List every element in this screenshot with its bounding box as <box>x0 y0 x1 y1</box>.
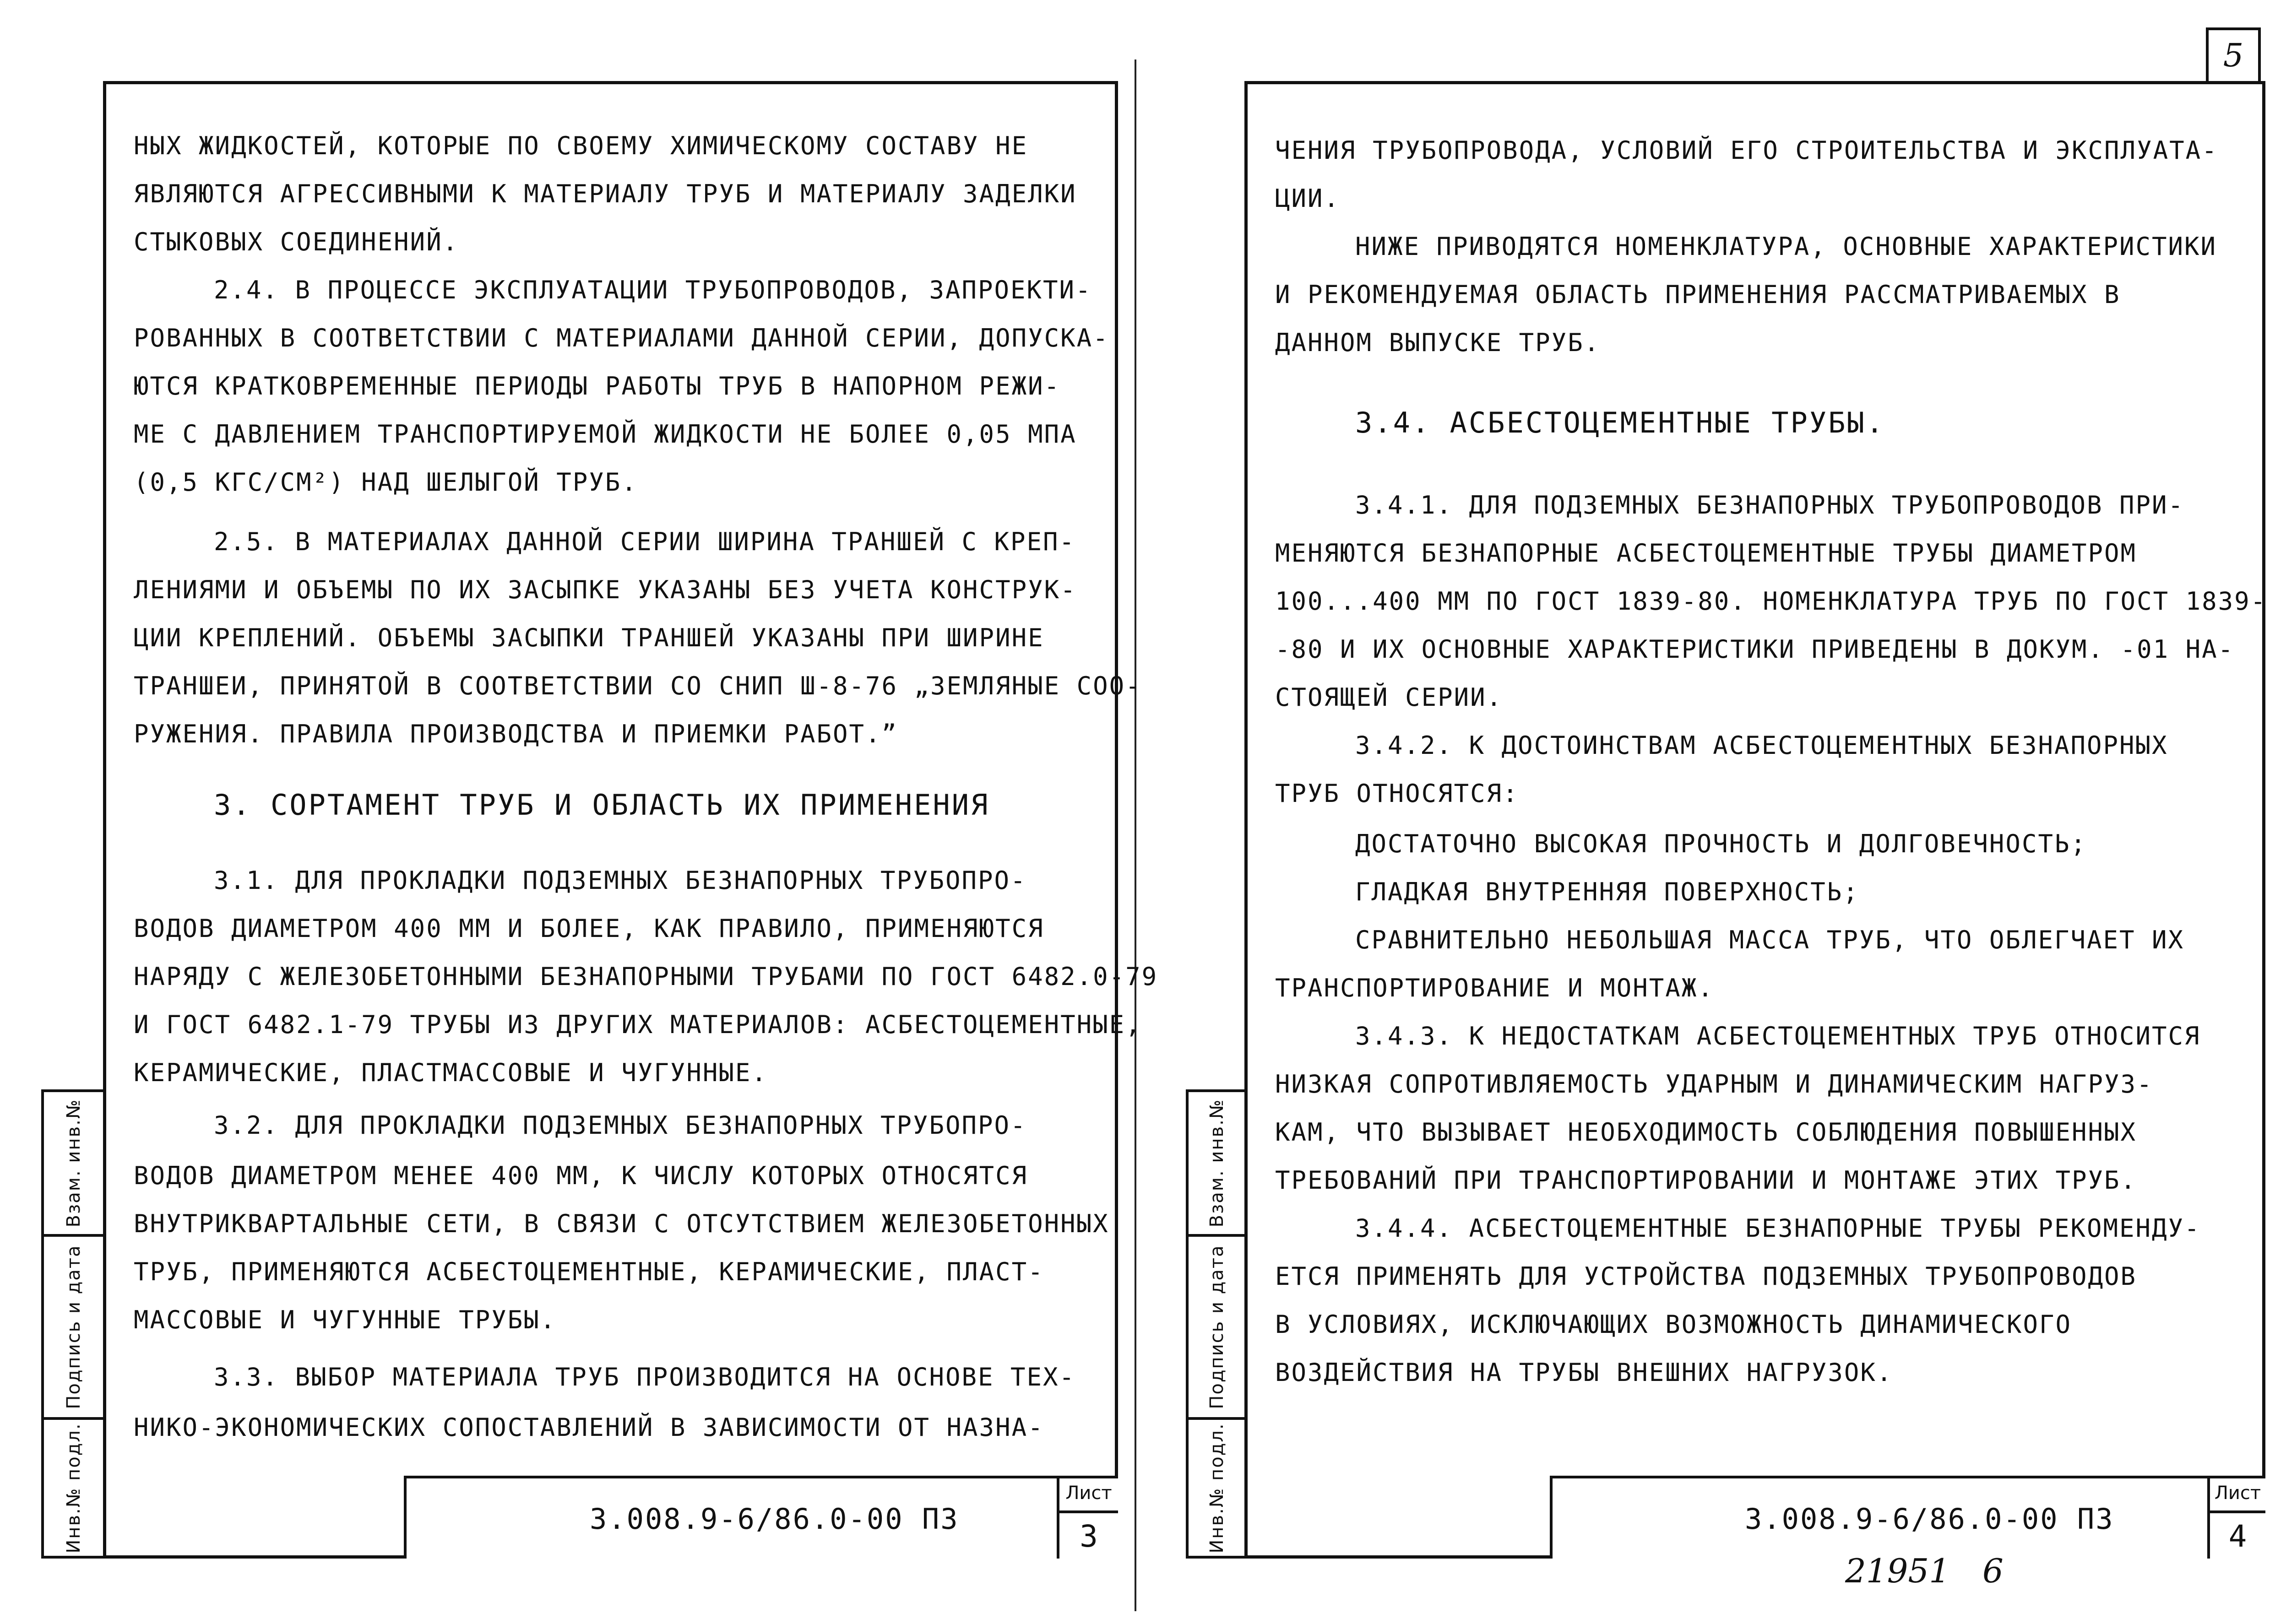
text-line: (0,5 КГС/СМ²) НАД ШЕЛЫГОЙ ТРУБ. <box>134 468 638 497</box>
text-line: НЫХ ЖИДКОСТЕЙ, КОТОРЫЕ ПО СВОЕМУ ХИМИЧЕСКОМУ СОСТАВУ НЕ <box>134 131 1028 160</box>
corner-page-number: 5 <box>2206 27 2261 81</box>
text-line: РОВАННЫХ В СООТВЕТСТВИИ С МАТЕРИАЛАМИ ДАННОЙ СЕРИИ, ДОПУСКА- <box>134 324 1109 352</box>
text-line: 3.1. ДЛЯ ПРОКЛАДКИ ПОДЗЕМНЫХ БЕЗНАПОРНЫХ ТРУБОПРО- <box>214 866 1027 895</box>
side-cell <box>1189 1092 1245 1234</box>
text-line: 2.4. В ПРОЦЕССЕ ЭКСПЛУАТАЦИИ ТРУБОПРОВОДОВ, ЗАПРОЕКТИ- <box>214 276 1092 304</box>
side-label: Подпись и дата <box>63 1245 84 1409</box>
text-line: 3.4.1. ДЛЯ ПОДЗЕМНЫХ БЕЗНАПОРНЫХ ТРУБОПРОВОДОВ ПРИ- <box>1355 491 2185 520</box>
side-label: Инв.№ подл. <box>1206 1422 1227 1554</box>
text-line: ТРАНШЕИ, ПРИНЯТОЙ В СООТВЕТСТВИИ СО СНИП Ш-8-76 „ЗЕМЛЯНЫЕ СОО- <box>134 671 1142 700</box>
text-line: ДАННОМ ВЫПУСКЕ ТРУБ. <box>1275 328 1601 357</box>
sheet-number-box <box>1057 1478 1118 1559</box>
side-cell <box>1189 1234 1245 1417</box>
text-line: СТОЯЩЕЙ СЕРИИ. <box>1275 683 1503 712</box>
text-line: В УСЛОВИЯХ, ИСКЛЮЧАЮЩИХ ВОЗМОЖНОСТЬ ДИНАМИЧЕСКОГО <box>1275 1310 2072 1339</box>
document-code: 3.008.9-6/86.0-00 ПЗ <box>590 1502 959 1536</box>
text-line: ТРЕБОВАНИЙ ПРИ ТРАНСПОРТИРОВАНИИ И МОНТАЖЕ ЭТИХ ТРУБ. <box>1275 1166 2137 1195</box>
text-line: НИКО-ЭКОНОМИЧЕСКИХ СОПОСТАВЛЕНИЙ В ЗАВИСИМОСТИ ОТ НАЗНА- <box>134 1413 1044 1442</box>
text-line: ЧЕНИЯ ТРУБОПРОВОДА, УСЛОВИЙ ЕГО СТРОИТЕЛЬСТВА И ЭКСПЛУАТА- <box>1275 136 2218 165</box>
text-line: КАМ, ЧТО ВЫЗЫВАЕТ НЕОБХОДИМОСТЬ СОБЛЮДЕНИЯ ПОВЫШЕННЫХ <box>1275 1118 2137 1147</box>
text-line: 3.4.2. К ДОСТОИНСТВАМ АСБЕСТОЦЕМЕНТНЫХ БЕЗНАПОРНЫХ <box>1355 731 2168 760</box>
text-line: ЕТСЯ ПРИМЕНЯТЬ ДЛЯ УСТРОЙСТВА ПОДЗЕМНЫХ ТРУБОПРОВОДОВ <box>1275 1262 2137 1291</box>
text-line: НИЖЕ ПРИВОДЯТСЯ НОМЕНКЛАТУРА, ОСНОВНЫЕ ХАРАКТЕРИСТИКИ <box>1355 232 2217 261</box>
text-line: 3.3. ВЫБОР МАТЕРИАЛА ТРУБ ПРОИЗВОДИТСЯ НА ОСНОВЕ ТЕХ- <box>214 1363 1076 1391</box>
inventory-number: 21951 <box>1845 1552 1950 1590</box>
title-block <box>404 1476 1118 1559</box>
text-line: И РЕКОМЕНДУЕМАЯ ОБЛАСТЬ ПРИМЕНЕНИЯ РАССМАТРИВАЕМЫХ В <box>1275 280 2121 309</box>
right-side-stamp-strip <box>1186 1089 1248 1559</box>
text-line: 3.2. ДЛЯ ПРОКЛАДКИ ПОДЗЕМНЫХ БЕЗНАПОРНЫХ ТРУБОПРО- <box>214 1111 1027 1140</box>
sheet-number: 4 <box>2228 1519 2247 1554</box>
text-line: И ГОСТ 6482.1-79 ТРУБЫ ИЗ ДРУГИХ МАТЕРИАЛОВ: АСБЕСТОЦЕМЕНТНЫЕ, <box>134 1010 1142 1039</box>
right-sheet-frame <box>1244 81 2265 1559</box>
text-line: ЮТСЯ КРАТКОВРЕМЕННЫЕ ПЕРИОДЫ РАБОТЫ ТРУБ В НАПОРНОМ РЕЖИ- <box>134 372 1061 401</box>
side-label: Взам. инв.№ <box>63 1099 84 1228</box>
section-heading: 3. СОРТАМЕНТ ТРУБ И ОБЛАСТЬ ИХ ПРИМЕНЕНИЯ <box>214 788 990 822</box>
text-line: МЕ С ДАВЛЕНИЕМ ТРАНСПОРТИРУЕМОЙ ЖИДКОСТИ НЕ БОЛЕЕ 0,05 МПА <box>134 420 1077 449</box>
text-line: ГЛАДКАЯ ВНУТРЕННЯЯ ПОВЕРХНОСТЬ; <box>1355 877 1859 906</box>
footer-page-number: 6 <box>1982 1552 2004 1590</box>
text-line: МЕНЯЮТСЯ БЕЗНАПОРНЫЕ АСБЕСТОЦЕМЕНТНЫЕ ТРУБЫ ДИАМЕТРОМ <box>1275 539 2137 568</box>
text-line: МАССОВЫЕ И ЧУГУННЫЕ ТРУБЫ. <box>134 1305 557 1334</box>
text-line: ЛЕНИЯМИ И ОБЪЕМЫ ПО ИХ ЗАСЫПКЕ УКАЗАНЫ БЕЗ УЧЕТА КОНСТРУК- <box>134 575 1077 604</box>
text-line: -80 И ИХ ОСНОВНЫЕ ХАРАКТЕРИСТИКИ ПРИВЕДЕНЫ В ДОКУМ. -01 НА- <box>1275 635 2235 664</box>
sheet-number: 3 <box>1080 1519 1098 1554</box>
text-line: 100...400 ММ ПО ГОСТ 1839-80. НОМЕНКЛАТУРА ТРУБ ПО ГОСТ 1839- <box>1275 587 2267 616</box>
side-label: Взам. инв.№ <box>1206 1099 1227 1228</box>
left-side-stamp-strip <box>41 1089 106 1559</box>
text-line: ДОСТАТОЧНО ВЫСОКАЯ ПРОЧНОСТЬ И ДОЛГОВЕЧНОСТЬ; <box>1355 829 2087 858</box>
side-cell <box>1189 1417 1245 1556</box>
side-cell <box>44 1092 103 1234</box>
side-cell <box>44 1234 103 1417</box>
document-code: 3.008.9-6/86.0-00 ПЗ <box>1745 1502 2114 1536</box>
page-fold-divider <box>1135 60 1136 1611</box>
text-line: ВОЗДЕЙСТВИЯ НА ТРУБЫ ВНЕШНИХ НАГРУЗОК. <box>1275 1358 1893 1387</box>
text-line: ТРУБ ОТНОСЯТСЯ: <box>1275 779 1519 808</box>
text-line: КЕРАМИЧЕСКИЕ, ПЛАСТМАССОВЫЕ И ЧУГУННЫЕ. <box>134 1058 768 1087</box>
side-label: Инв.№ подл. <box>63 1422 84 1554</box>
sheet-number-box <box>2207 1478 2265 1559</box>
side-cell <box>44 1417 103 1556</box>
text-line: ТРАНСПОРТИРОВАНИЕ И МОНТАЖ. <box>1275 974 1714 1002</box>
text-line: НИЗКАЯ СОПРОТИВЛЯЕМОСТЬ УДАРНЫМ И ДИНАМИЧЕСКИМ НАГРУЗ- <box>1275 1070 2153 1099</box>
text-line: ЦИИ КРЕПЛЕНИЙ. ОБЪЕМЫ ЗАСЫПКИ ТРАНШЕЙ УКАЗАНЫ ПРИ ШИРИНЕ <box>134 623 1044 652</box>
text-line: ВОДОВ ДИАМЕТРОМ 400 ММ И БОЛЕЕ, КАК ПРАВИЛО, ПРИМЕНЯЮТСЯ <box>134 914 1044 943</box>
text-line: ТРУБ, ПРИМЕНЯЮТСЯ АСБЕСТОЦЕМЕНТНЫЕ, КЕРАМИЧЕСКИЕ, ПЛАСТ- <box>134 1257 1044 1286</box>
left-sheet-frame <box>103 81 1158 1559</box>
side-label: Подпись и дата <box>1206 1245 1227 1409</box>
text-line: СТЫКОВЫХ СОЕДИНЕНИЙ. <box>134 227 459 256</box>
text-line: НАРЯДУ С ЖЕЛЕЗОБЕТОННЫМИ БЕЗНАПОРНЫМИ ТРУБАМИ ПО ГОСТ 6482.0-79 <box>134 962 1158 991</box>
text-line: ВНУТРИКВАРТАЛЬНЫЕ СЕТИ, В СВЯЗИ С ОТСУТСТВИЕМ ЖЕЛЕЗОБЕТОННЫХ <box>134 1209 1109 1238</box>
text-line: ЯВЛЯЮТСЯ АГРЕССИВНЫМИ К МАТЕРИАЛУ ТРУБ И МАТЕРИАЛУ ЗАДЕЛКИ <box>134 179 1077 208</box>
title-block <box>1550 1476 2265 1559</box>
sheet-label: Лист <box>2210 1478 2265 1513</box>
section-heading: 3.4. АСБЕСТОЦЕМЕНТНЫЕ ТРУБЫ. <box>1355 406 1885 439</box>
text-line: СРАВНИТЕЛЬНО НЕБОЛЬШАЯ МАССА ТРУБ, ЧТО ОБЛЕГЧАЕТ ИХ <box>1355 926 2185 954</box>
text-line: ВОДОВ ДИАМЕТРОМ МЕНЕЕ 400 ММ, К ЧИСЛУ КОТОРЫХ ОТНОСЯТСЯ <box>134 1161 1028 1190</box>
text-line: РУЖЕНИЯ. ПРАВИЛА ПРОИЗВОДСТВА И ПРИЕМКИ РАБОТ.” <box>134 720 898 748</box>
text-line: 3.4.4. АСБЕСТОЦЕМЕНТНЫЕ БЕЗНАПОРНЫЕ ТРУБЫ РЕКОМЕНДУ- <box>1355 1214 2201 1243</box>
text-line: 3.4.3. К НЕДОСТАТКАМ АСБЕСТОЦЕМЕНТНЫХ ТРУБ ОТНОСИТСЯ <box>1355 1022 2201 1050</box>
text-line: 2.5. В МАТЕРИАЛАХ ДАННОЙ СЕРИИ ШИРИНА ТРАНШЕЙ С КРЕП- <box>214 527 1076 556</box>
text-line: ЦИИ. <box>1275 184 1341 213</box>
sheet-label: Лист <box>1059 1478 1118 1513</box>
